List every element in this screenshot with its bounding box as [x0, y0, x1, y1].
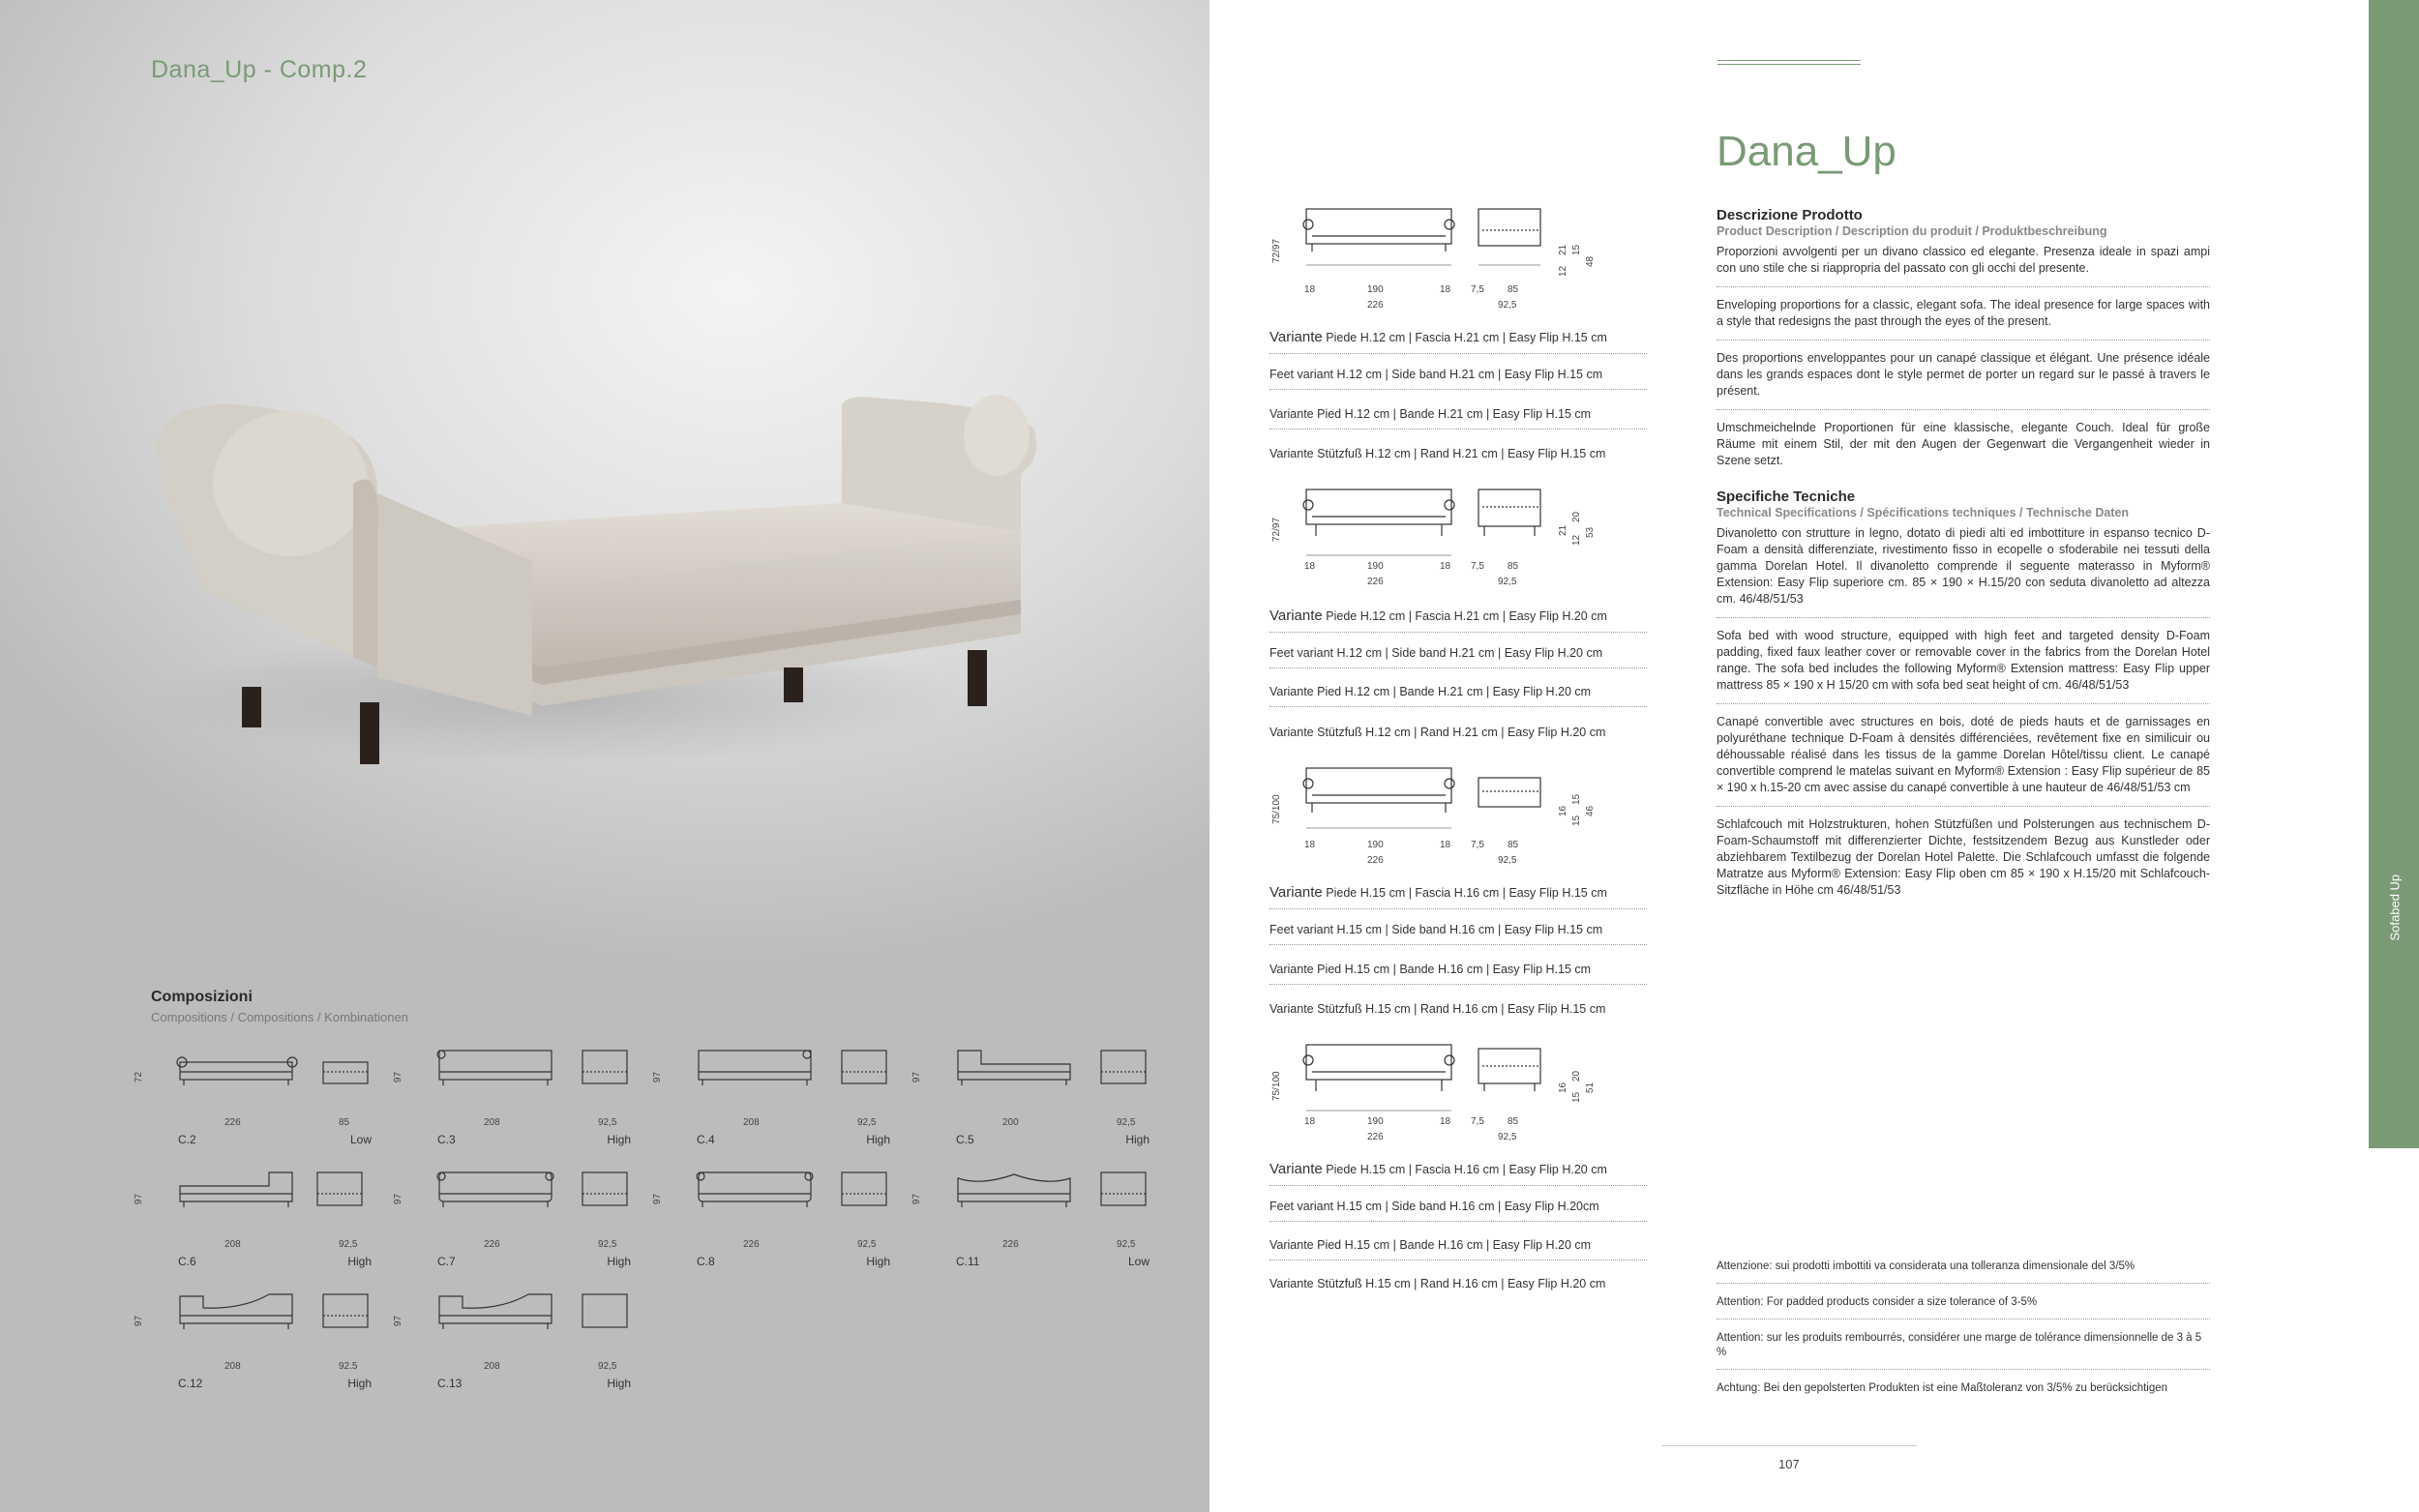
composition-depth: 92,5	[1117, 1117, 1136, 1128]
composition-width: 208	[484, 1361, 500, 1372]
composition-item	[393, 1165, 646, 1281]
footer-rule	[1661, 1445, 1917, 1446]
composition-level: High	[347, 1255, 372, 1268]
variant-dim: 18	[1440, 840, 1451, 850]
variant-dim: 16	[1558, 805, 1568, 816]
variant-dim: 190	[1367, 561, 1384, 572]
composition-level: High	[607, 1255, 631, 1268]
variant-dim: 15	[1571, 815, 1582, 826]
variant-row	[1269, 1161, 1647, 1186]
variant-row	[1269, 646, 1647, 668]
variant-row	[1269, 329, 1647, 354]
composition-level: Low	[1127, 1255, 1150, 1268]
composition-height: 97	[134, 1193, 145, 1205]
variant-row	[1269, 1277, 1647, 1298]
variant-row	[1269, 407, 1647, 430]
composition-level: High	[607, 1133, 631, 1146]
variant-dim: 7,5	[1471, 284, 1484, 295]
variant-row	[1269, 1238, 1647, 1260]
accent-rule	[1717, 60, 1861, 65]
tolerance-note: Achtung: Bei den gepolsterten Produkten ist eine Maßtoleranz von 3/5% zu berücksichtigen	[1717, 1382, 2168, 1394]
compositions-grid	[134, 1043, 1171, 1410]
variant-dim: 18	[1440, 561, 1451, 572]
variant-dim: 85	[1508, 1116, 1519, 1127]
variant-text: Feet variant H.15 cm | Side band H.16 cm | Easy Flip H.20cm	[1269, 1200, 1599, 1213]
page-number: 107	[1778, 1457, 1800, 1471]
description-paragraph: Enveloping proportions for a classic, elegant sofa. The ideal presence for large spaces with a style that redesigns the past through the eyes of the present.	[1717, 297, 2210, 341]
variant-height: 72/97	[1271, 517, 1282, 542]
variant-dim: 190	[1367, 840, 1384, 850]
specs-paragraph: Divanoletto con strutture in legno, dotato di piedi alti ed imbottiture in espanso tecnico D-Foam a densità differenziate, rivestimento fisso in ecopelle o sfoderabile nei tessuti della gamma Dorelan Hotel. Il divanoletto comprende il seguente materasso in Myform® Extension: Easy Flip superiore cm. 85 × 190 × H.15/20 con seduta divanoletto ad altezza cm. 46/48/51/53	[1717, 525, 2210, 618]
sofa-photo	[145, 377, 1074, 822]
variant-dim: 12	[1571, 534, 1582, 546]
variant-dim: 7,5	[1471, 840, 1484, 850]
leg-front-left	[360, 702, 379, 764]
description-subtitle: Product Description / Description du produit / Produktbeschreibung	[1717, 224, 2107, 238]
composition-item	[134, 1043, 387, 1159]
variant-prefix: Variante	[1269, 884, 1323, 901]
composition-depth: 92,5	[857, 1239, 877, 1250]
variant-prefix: Variante	[1269, 608, 1323, 624]
composition-depth: 92.5	[339, 1361, 358, 1372]
composition-width: 200	[1002, 1117, 1019, 1128]
variant-text: Piede H.15 cm | Fascia H.16 cm | Easy Flip H.20 cm	[1326, 1163, 1607, 1176]
variant-dim: 92,5	[1498, 1132, 1517, 1142]
variant-dim: 85	[1508, 840, 1519, 850]
variant-text: Feet variant H.12 cm | Side band H.21 cm | Easy Flip H.20 cm	[1269, 646, 1603, 660]
tolerance-notes	[1717, 1256, 2210, 1412]
tolerance-note: Attention: For padded products consider a size tolerance of 3-5%	[1717, 1291, 2210, 1319]
variant-dim: 15	[1571, 793, 1582, 805]
variant-dim: 12	[1558, 265, 1568, 277]
variant-dim: 20	[1571, 1070, 1582, 1082]
variant-dim: 85	[1508, 284, 1519, 295]
variant-row	[1269, 1002, 1647, 1023]
composition-level: High	[347, 1377, 372, 1390]
composition-level: High	[866, 1133, 890, 1146]
variant-dim: 85	[1508, 561, 1519, 572]
specs-paragraph: Sofa bed with wood structure, equipped with high feet and targeted density D-Foam padding, fixed faux leather cover or removable cover in the fabrics from the Dorelan Hotel range. The sofa bed includes the following Myform® Extension mattress: Easy Flip upper mattress 85 × 190 x H 15/20 cm with sofa bed seat height of cm. 46/48/51/53	[1717, 628, 2210, 704]
composition-width: 208	[224, 1361, 241, 1372]
side-tab	[2369, 0, 2419, 1148]
composition-height: 97	[393, 1193, 404, 1205]
variant-dim: 226	[1367, 1132, 1384, 1142]
composition-depth: 92,5	[598, 1117, 617, 1128]
variant-text: Variante Stützfuß H.12 cm | Rand H.21 cm | Easy Flip H.15 cm	[1269, 447, 1606, 460]
variant-dim: 18	[1304, 561, 1316, 572]
variant-dim: 46	[1585, 805, 1596, 816]
composition-code: C.8	[697, 1255, 715, 1268]
description-paragraph: Des proportions enveloppantes pour un canapé classique et élégant. Une présence idéale dans les grands espaces dont le style permet de porter un regard sur le passé à travers le présent.	[1717, 350, 2210, 410]
compositions-title: Composizioni	[151, 989, 253, 1005]
composition-item	[652, 1165, 906, 1281]
composition-width: 226	[224, 1117, 241, 1128]
composition-level: High	[866, 1255, 890, 1268]
variant-dim: 190	[1367, 1116, 1384, 1127]
description-paragraph: Proporzioni avvolgenti per un divano classico ed elegante. Presenza ideale in spazi ampi con uno stile che si riappropria del passato con gli occhi del presente.	[1717, 244, 2210, 287]
variant-row	[1269, 685, 1647, 707]
side-label	[2388, 912, 2403, 941]
composition-height: 97	[911, 1193, 923, 1205]
composition-width: 226	[1002, 1239, 1019, 1250]
composition-code: C.11	[956, 1255, 980, 1268]
composition-item	[393, 1287, 646, 1403]
description-column	[1717, 207, 2210, 918]
variant-prefix: Variante	[1269, 329, 1323, 345]
variant-dim: 16	[1558, 1082, 1568, 1093]
variant-dim: 92,5	[1498, 300, 1517, 311]
composition-code: C.7	[437, 1255, 456, 1268]
variant-dim: 226	[1367, 855, 1384, 866]
variant-dim: 92,5	[1498, 855, 1517, 866]
variant-dim: 53	[1585, 526, 1596, 538]
composition-code: C.4	[697, 1133, 715, 1146]
variant-dim: 18	[1440, 284, 1451, 295]
variant-dim: 18	[1304, 284, 1316, 295]
compositions-subtitle: Compositions / Compositions / Kombinationen	[151, 1010, 408, 1024]
variant-text: Variante Stützfuß H.15 cm | Rand H.16 cm | Easy Flip H.15 cm	[1269, 1002, 1606, 1016]
composition-depth: 92,5	[857, 1117, 877, 1128]
composition-depth: 92,5	[339, 1239, 358, 1250]
composition-depth: 85	[339, 1117, 350, 1128]
composition-height: 97	[652, 1071, 664, 1083]
variant-text: Variante Pied H.12 cm | Bande H.21 cm | Easy Flip H.20 cm	[1269, 685, 1592, 698]
variant-text: Variante Stützfuß H.15 cm | Rand H.16 cm | Easy Flip H.20 cm	[1269, 1277, 1606, 1290]
tolerance-note: Attenzione: sui prodotti imbottiti va considerata una tolleranza dimensionale del 3/5%	[1717, 1256, 2210, 1284]
composition-code: C.13	[437, 1377, 463, 1390]
composition-item	[134, 1287, 387, 1403]
specs-subtitle: Technical Specifications / Spécifications techniques / Technische Daten	[1717, 506, 2130, 519]
composition-item	[134, 1165, 387, 1281]
composition-height: 97	[393, 1315, 404, 1327]
description-paragraph: Umschmeichelnde Proportionen für eine klassische, elegante Couch. Ideal für große Räume mit einem Stil, der mit den Augen der Gegenwart die Vergangenheit wieder in Szene setzt.	[1717, 421, 2210, 467]
composition-width: 208	[743, 1117, 760, 1128]
composition-width: 226	[484, 1239, 500, 1250]
specs-paragraph: Schlafcouch mit Holzstrukturen, hohen Stützfüßen und Polsterungen aus technischem D-Foam-Schaumstoff mit differenzierter Dichte, festsitzendem Bezug aus Kunstleder oder abziehbarem Textilbezug der Dorelan Hotel Palette. Die Schlafcouch umfasst die folgende Matratze aus Myform® Extension: Easy Flip oben cm 85 × 190 x H.15/20 mit Schlafcouch-Sitzfläche in Höhe cm 46/48/51/53	[1717, 817, 2210, 897]
variant-text: Piede H.12 cm | Fascia H.21 cm | Easy Flip H.20 cm	[1326, 609, 1607, 623]
variant-dim: 226	[1367, 300, 1384, 311]
composition-level: High	[607, 1377, 631, 1390]
variant-text: Feet variant H.15 cm | Side band H.16 cm | Easy Flip H.15 cm	[1269, 923, 1603, 936]
variant-dim: 7,5	[1471, 1116, 1484, 1127]
composition-code: C.6	[178, 1255, 196, 1268]
variant-dim: 18	[1440, 1116, 1451, 1127]
variant-dim: 7,5	[1471, 561, 1484, 572]
variant-dim: 48	[1585, 255, 1596, 267]
variant-prefix: Variante	[1269, 1161, 1323, 1177]
composition-height: 97	[911, 1071, 923, 1083]
variant-dim: 15	[1571, 244, 1582, 255]
variant-row	[1269, 368, 1647, 390]
composition-code: C.12	[178, 1377, 203, 1390]
variant-row	[1269, 923, 1647, 945]
variant-dim: 92,5	[1498, 577, 1517, 587]
specs-title: Specifiche Tecniche	[1717, 489, 1856, 505]
composition-height: 72	[134, 1071, 145, 1083]
variant-dim: 15	[1571, 1091, 1582, 1103]
composition-item	[911, 1043, 1165, 1159]
variant-height: 72/97	[1271, 238, 1282, 263]
composition-depth: 92,5	[598, 1239, 617, 1250]
composition-code: C.3	[437, 1133, 456, 1146]
variant-dim: 20	[1571, 511, 1582, 522]
composition-width: 226	[743, 1239, 760, 1250]
variant-row	[1269, 1200, 1647, 1222]
composition-item	[911, 1165, 1165, 1281]
description-title: Descrizione Prodotto	[1717, 207, 1863, 223]
composition-width: 208	[224, 1239, 241, 1250]
variant-dim: 51	[1585, 1082, 1596, 1093]
composition-depth: 92,5	[1117, 1239, 1136, 1250]
composition-item	[393, 1043, 646, 1159]
variant-row	[1269, 608, 1647, 633]
specs-paragraph: Canapé convertible avec structures en bois, doté de pieds hauts et de garnissages en polyuréthane technique D-Foam à densités différenciées, revêtement fixe en similicuir ou déhoussable réalisé dans les tissus de la gamme Dorelan Hôtel/tissu client. Le canapé convertible comprend le matelas suivant en Myform® Extension : Easy Flip supérieur de 85 × 190 x h.15-20 cm avec assise du canapé convertible à une hauteur de 46/48/51/53 cm	[1717, 714, 2210, 807]
variant-dim: 226	[1367, 577, 1384, 587]
product-name: Dana_Up	[1717, 128, 1896, 175]
variant-text: Feet variant H.12 cm | Side band H.21 cm | Easy Flip H.15 cm	[1269, 368, 1603, 381]
compositions-header	[151, 989, 408, 1024]
variant-text: Piede H.12 cm | Fascia H.21 cm | Easy Flip H.15 cm	[1326, 331, 1607, 344]
variant-row	[1269, 726, 1647, 747]
variant-dim: 21	[1558, 244, 1568, 255]
variant-height: 75/100	[1271, 1071, 1282, 1101]
composition-height: 97	[652, 1193, 664, 1205]
composition-item	[652, 1043, 906, 1159]
variant-dim: 21	[1558, 524, 1568, 536]
composition-width: 208	[484, 1117, 500, 1128]
variant-dim: 190	[1367, 284, 1384, 295]
variant-text: Piede H.15 cm | Fascia H.16 cm | Easy Flip H.15 cm	[1326, 886, 1607, 900]
composition-level: Low	[349, 1133, 372, 1146]
composition-code: C.5	[956, 1133, 974, 1146]
variant-row	[1269, 963, 1647, 985]
composition-height: 97	[393, 1071, 404, 1083]
variant-text: Variante Pied H.12 cm | Bande H.21 cm | Easy Flip H.15 cm	[1269, 407, 1592, 421]
variant-row	[1269, 884, 1647, 909]
variant-dim: 18	[1304, 840, 1316, 850]
variant-text: Variante Pied H.15 cm | Bande H.16 cm | Easy Flip H.15 cm	[1269, 963, 1592, 976]
variant-height: 75/100	[1271, 794, 1282, 824]
composition-level: High	[1125, 1133, 1150, 1146]
composition-code: C.2	[178, 1133, 196, 1146]
composition-depth: 92,5	[598, 1361, 617, 1372]
variant-dim: 18	[1304, 1116, 1316, 1127]
variant-text: Variante Pied H.15 cm | Bande H.16 cm | Easy Flip H.20 cm	[1269, 1238, 1592, 1252]
page-title: Dana_Up - Comp.2	[151, 56, 368, 83]
variant-row	[1269, 447, 1647, 468]
composition-height: 97	[134, 1315, 145, 1327]
tolerance-note: Attention: sur les produits rembourrés, considérer une marge de tolérance dimensionnelle de 3 à 5 %	[1717, 1327, 2210, 1370]
variant-text: Variante Stützfuß H.12 cm | Rand H.21 cm | Easy Flip H.20 cm	[1269, 726, 1606, 739]
